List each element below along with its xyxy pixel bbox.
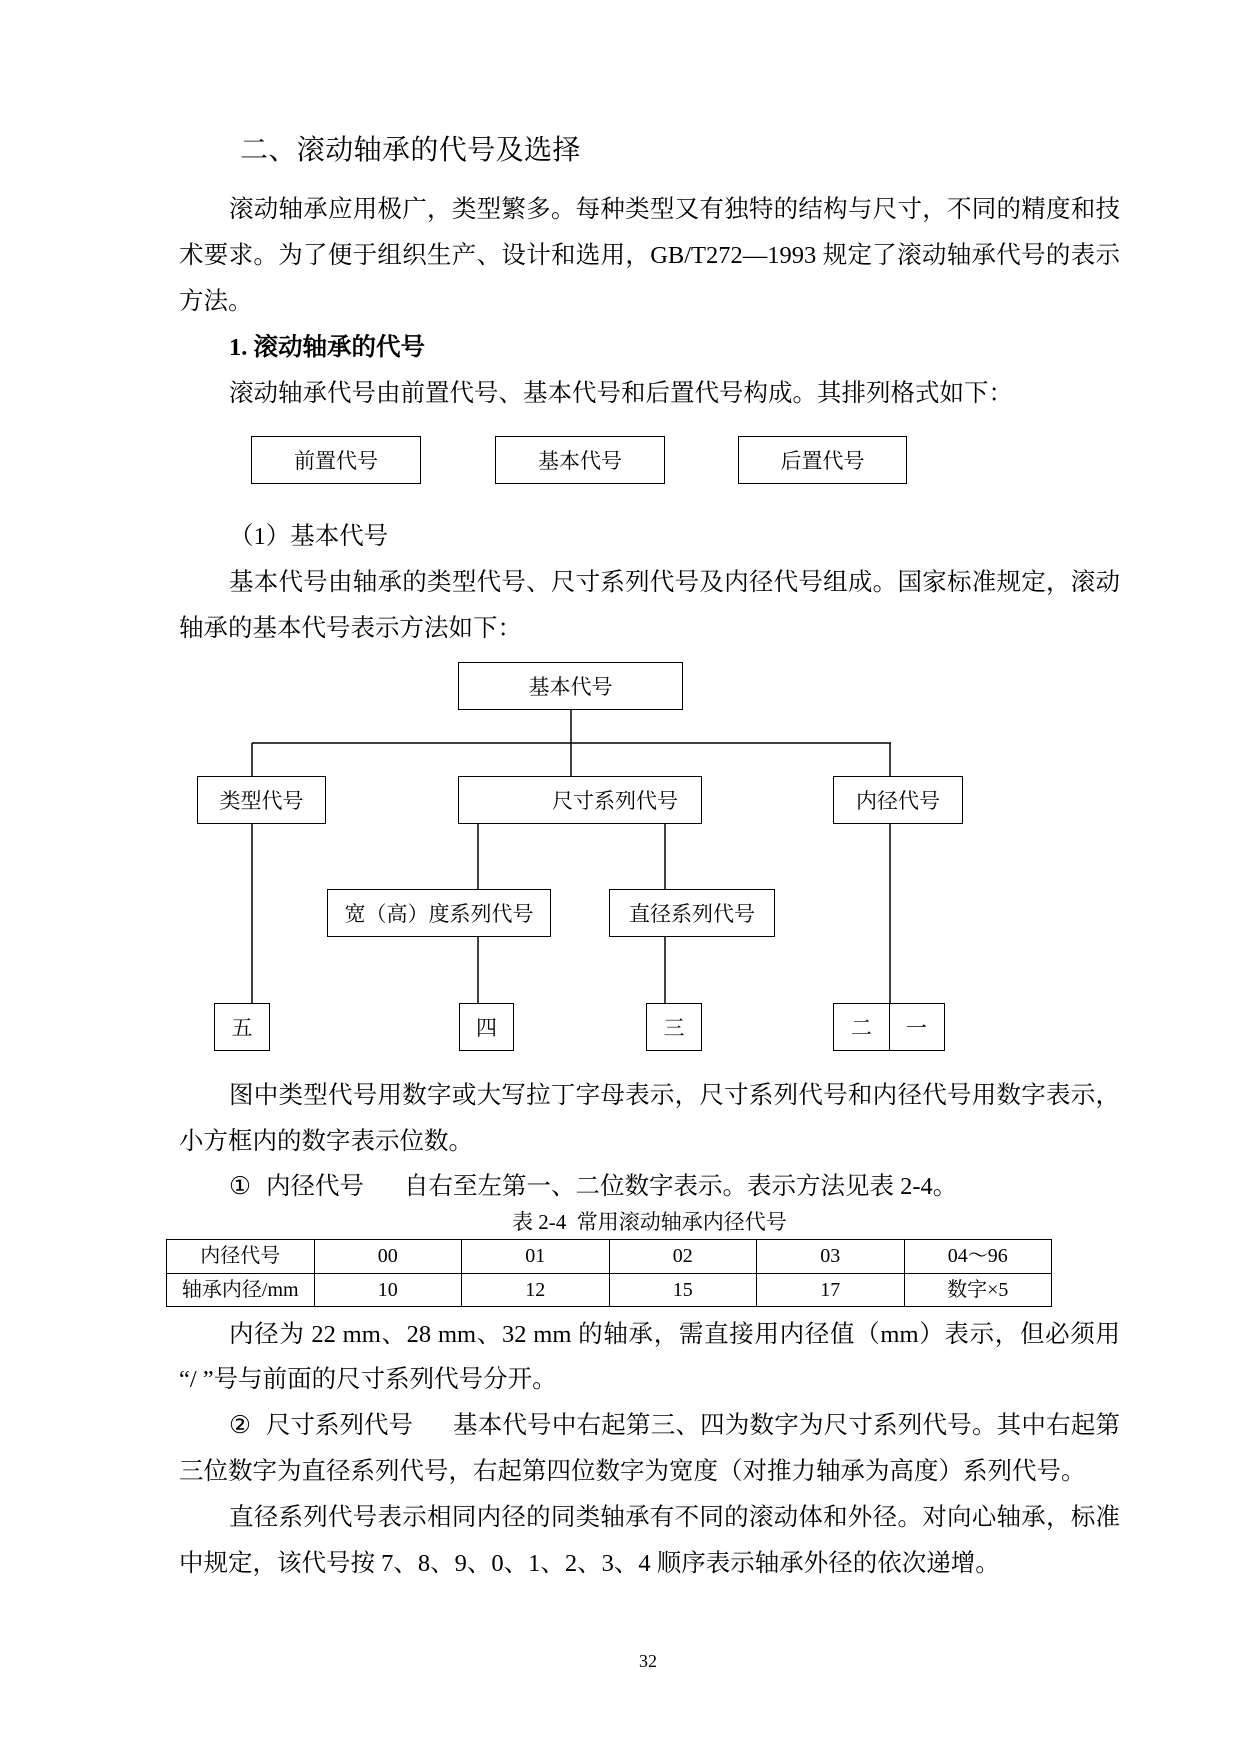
item2-continuation: 三位数字为直径系列代号，右起第四位数字为宽度（对推力轴承为高度）系列代号。 xyxy=(179,1458,1086,1485)
prefix-code-box xyxy=(251,436,421,484)
section-heading: 二、滚动轴承的代号及选择 xyxy=(240,135,581,166)
type-code-box xyxy=(197,776,326,824)
section1-title: 1. 滚动轴承的代号 xyxy=(229,334,425,361)
bore-note-line-1: 内径为 22 mm、28 mm、32 mm 的轴承，需直接用内径值（mm）表示，但必须用 xyxy=(229,1321,1120,1348)
table-cell: 10 xyxy=(314,1273,462,1307)
sub1-title: （1）基本代号 xyxy=(229,523,389,550)
sub1-line-1: 基本代号由轴承的类型代号、尺寸系列代号及内径代号组成。国家标准规定，滚动 xyxy=(229,569,1120,596)
basic-code-label: 基本代号 xyxy=(538,449,622,473)
table-cell: 15 xyxy=(609,1273,757,1307)
type-code-label: 类型代号 xyxy=(219,789,304,813)
diagram-root-box xyxy=(458,662,683,710)
position-3-box xyxy=(646,1003,702,1051)
prefix-code-label: 前置代号 xyxy=(294,449,378,473)
table-cell: 03 xyxy=(757,1240,905,1274)
table-cell: 04～96 xyxy=(904,1240,1052,1274)
position-4-label: 四 xyxy=(476,1016,497,1040)
item1-term: 内径代号 xyxy=(266,1173,364,1200)
suffix-code-label: 后置代号 xyxy=(780,449,865,473)
item2-line xyxy=(0,1409,1240,1443)
diameter-para-line-2: 中规定，该代号按 7、8、9、0、1、2、3、4 顺序表示轴承外径的依次递增。 xyxy=(179,1550,1000,1577)
position-5-box xyxy=(214,1003,270,1051)
table-cell: 00 xyxy=(314,1240,462,1274)
diagram-note-line-1: 图中类型代号用数字或大写拉丁字母表示，尺寸系列代号和内径代号用数字表示， xyxy=(229,1082,1120,1109)
position-3-label: 三 xyxy=(663,1016,685,1040)
position-4-box xyxy=(459,1003,514,1051)
diameter-series-box xyxy=(609,889,775,937)
diameter-para-line-1: 直径系列代号表示相同内径的同类轴承有不同的滚动体和外径。对向心轴承，标准 xyxy=(229,1504,1120,1531)
intro-line-3: 方法。 xyxy=(179,288,253,315)
item2-term: 尺寸系列代号 xyxy=(266,1412,413,1439)
width-series-box xyxy=(327,889,551,937)
size-series-box xyxy=(458,776,702,824)
position-5-label: 五 xyxy=(231,1016,253,1040)
diagram-note-line-2: 小方框内的数字表示位数。 xyxy=(179,1128,473,1155)
item2-marker: ② xyxy=(229,1412,251,1439)
bore-note-line-2: “/ ”号与前面的尺寸系列代号分开。 xyxy=(179,1366,557,1393)
section1-intro: 滚动轴承代号由前置代号、基本代号和后置代号构成。其排列格式如下： xyxy=(229,380,1013,407)
table-cell: 数字×5 xyxy=(904,1273,1052,1307)
bore-code-label: 内径代号 xyxy=(856,789,940,813)
table-cell: 01 xyxy=(462,1240,610,1274)
table-caption: 表 2-4 常用滚动轴承内径代号 xyxy=(512,1210,787,1234)
basic-code-box xyxy=(495,436,665,484)
table-cell: 12 xyxy=(462,1273,610,1307)
item2-text: 基本代号中右起第三、四为数字为尺寸系列代号。其中右起第 xyxy=(453,1412,1120,1439)
diameter-series-label: 直径系列代号 xyxy=(629,902,755,926)
diagram-root-label: 基本代号 xyxy=(528,675,613,699)
intro-line-1: 滚动轴承应用极广，类型繁多。每种类型又有独特的结构与尺寸，不同的精度和技 xyxy=(229,196,1120,223)
page-number: 32 xyxy=(639,1651,657,1671)
table-row xyxy=(167,1273,1052,1307)
table-row xyxy=(167,1240,1052,1274)
size-series-label: 尺寸系列代号 xyxy=(552,789,678,813)
table-cell: 轴承内径/mm xyxy=(167,1273,315,1307)
position-1-cell xyxy=(890,1004,943,1050)
table-cell: 内径代号 xyxy=(167,1240,315,1274)
table-cell: 17 xyxy=(757,1273,905,1307)
item1-text: 自右至左第一、二位数字表示。表示方法见表 2-4。 xyxy=(404,1173,958,1200)
bore-code-table xyxy=(166,1239,1052,1307)
position-1-label: 一 xyxy=(906,1016,927,1040)
table-cell: 02 xyxy=(609,1240,757,1274)
intro-line-2: 术要求。为了便于组织生产、设计和选用，GB/T272—1993 规定了滚动轴承代号的表示 xyxy=(179,242,1120,269)
position-2-1-box xyxy=(833,1003,945,1051)
suffix-code-box xyxy=(738,436,907,484)
item1-marker: ① xyxy=(229,1173,251,1200)
item1-line xyxy=(0,1170,1240,1204)
position-2-label: 二 xyxy=(851,1016,872,1040)
bore-code-box xyxy=(833,776,963,824)
width-series-label: 宽（高）度系列代号 xyxy=(344,902,534,926)
sub1-line-2: 轴承的基本代号表示方法如下： xyxy=(179,615,522,642)
position-2-cell xyxy=(834,1004,890,1050)
